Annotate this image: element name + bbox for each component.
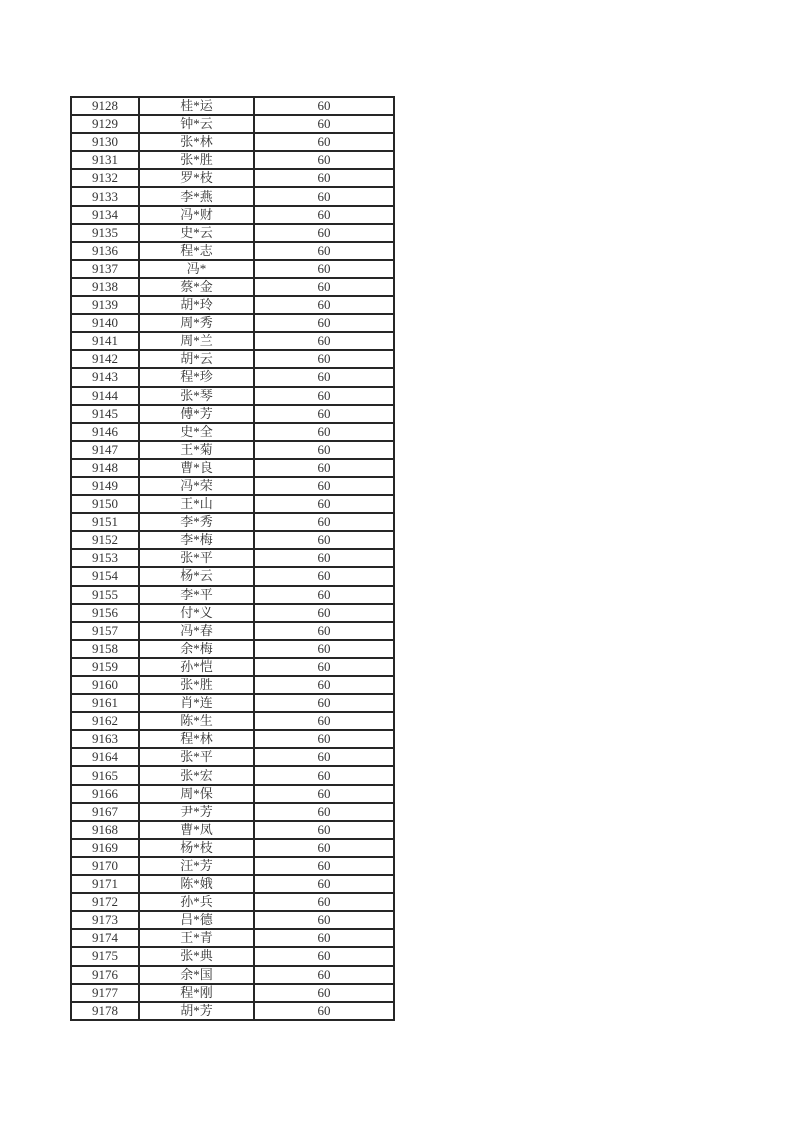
score-cell: 60 [254,911,394,929]
name-cell: 桂*运 [139,97,254,115]
score-cell: 60 [254,97,394,115]
name-cell: 曹*良 [139,459,254,477]
table-row [71,929,394,947]
name-cell: 史*全 [139,423,254,441]
id-cell: 9158 [71,640,139,658]
name-cell: 付*义 [139,604,254,622]
name-cell: 蔡*金 [139,278,254,296]
name-cell: 王*青 [139,929,254,947]
name-cell: 史*云 [139,224,254,242]
name-cell: 冯*春 [139,622,254,640]
score-cell: 60 [254,368,394,386]
id-cell: 9162 [71,712,139,730]
table-row [71,242,394,260]
table-row [71,368,394,386]
name-cell: 程*珍 [139,368,254,386]
id-cell: 9128 [71,97,139,115]
id-cell: 9163 [71,730,139,748]
id-cell: 9165 [71,766,139,784]
table-row [71,748,394,766]
table-row [71,966,394,984]
score-cell: 60 [254,296,394,314]
table-row [71,712,394,730]
score-cell: 60 [254,441,394,459]
table-row [71,875,394,893]
name-cell: 张*胜 [139,151,254,169]
name-cell: 冯*荣 [139,477,254,495]
name-cell: 周*秀 [139,314,254,332]
name-cell: 胡*玲 [139,296,254,314]
id-cell: 9178 [71,1002,139,1020]
id-cell: 9169 [71,839,139,857]
table-row [71,513,394,531]
score-cell: 60 [254,242,394,260]
score-cell: 60 [254,260,394,278]
table-row [71,676,394,694]
id-cell: 9168 [71,821,139,839]
name-cell: 张*琴 [139,387,254,405]
score-cell: 60 [254,929,394,947]
score-cell: 60 [254,459,394,477]
table-row [71,893,394,911]
score-cell: 60 [254,604,394,622]
score-cell: 60 [254,278,394,296]
table-row [71,658,394,676]
table-row [71,567,394,585]
id-cell: 9130 [71,133,139,151]
name-cell: 周*兰 [139,332,254,350]
score-cell: 60 [254,857,394,875]
name-cell: 李*燕 [139,187,254,205]
name-cell: 张*平 [139,549,254,567]
id-cell: 9148 [71,459,139,477]
name-cell: 吕*德 [139,911,254,929]
id-cell: 9173 [71,911,139,929]
table-row [71,947,394,965]
table-row [71,586,394,604]
id-cell: 9160 [71,676,139,694]
name-cell: 杨*云 [139,567,254,585]
table-row [71,495,394,513]
score-cell: 60 [254,1002,394,1020]
id-cell: 9139 [71,296,139,314]
table-row [71,549,394,567]
name-cell: 肖*连 [139,694,254,712]
id-cell: 9155 [71,586,139,604]
score-cell: 60 [254,531,394,549]
id-cell: 9132 [71,169,139,187]
name-cell: 钟*云 [139,115,254,133]
name-cell: 张*平 [139,748,254,766]
score-cell: 60 [254,350,394,368]
table-row [71,477,394,495]
score-cell: 60 [254,169,394,187]
id-cell: 9177 [71,984,139,1002]
name-cell: 程*志 [139,242,254,260]
scores-table [70,96,395,1021]
name-cell: 冯*财 [139,206,254,224]
score-cell: 60 [254,586,394,604]
name-cell: 傅*芳 [139,405,254,423]
id-cell: 9152 [71,531,139,549]
table-row [71,531,394,549]
score-cell: 60 [254,893,394,911]
score-cell: 60 [254,984,394,1002]
id-cell: 9135 [71,224,139,242]
table-row [71,730,394,748]
table-row [71,151,394,169]
table-row [71,133,394,151]
table-row [71,694,394,712]
table-row [71,115,394,133]
table-row [71,314,394,332]
table-row [71,1002,394,1020]
name-cell: 周*保 [139,785,254,803]
table-row [71,405,394,423]
name-cell: 程*林 [139,730,254,748]
score-cell: 60 [254,549,394,567]
id-cell: 9175 [71,947,139,965]
name-cell: 张*宏 [139,766,254,784]
score-cell: 60 [254,477,394,495]
id-cell: 9147 [71,441,139,459]
table-row [71,803,394,821]
score-cell: 60 [254,712,394,730]
table-row [71,260,394,278]
name-cell: 杨*枝 [139,839,254,857]
name-cell: 王*菊 [139,441,254,459]
id-cell: 9164 [71,748,139,766]
name-cell: 余*梅 [139,640,254,658]
name-cell: 曹*凤 [139,821,254,839]
name-cell: 张*胜 [139,676,254,694]
id-cell: 9129 [71,115,139,133]
id-cell: 9151 [71,513,139,531]
table-row [71,350,394,368]
id-cell: 9134 [71,206,139,224]
score-cell: 60 [254,513,394,531]
id-cell: 9131 [71,151,139,169]
score-cell: 60 [254,640,394,658]
table-row [71,169,394,187]
score-cell: 60 [254,658,394,676]
score-cell: 60 [254,387,394,405]
id-cell: 9137 [71,260,139,278]
score-cell: 60 [254,495,394,513]
score-cell: 60 [254,803,394,821]
id-cell: 9159 [71,658,139,676]
table-row [71,441,394,459]
id-cell: 9143 [71,368,139,386]
table-row [71,857,394,875]
table-row [71,604,394,622]
id-cell: 9176 [71,966,139,984]
score-cell: 60 [254,423,394,441]
score-cell: 60 [254,206,394,224]
table-row [71,296,394,314]
id-cell: 9172 [71,893,139,911]
table-row [71,984,394,1002]
name-cell: 罗*枝 [139,169,254,187]
score-cell: 60 [254,875,394,893]
id-cell: 9170 [71,857,139,875]
id-cell: 9146 [71,423,139,441]
name-cell: 陈*生 [139,712,254,730]
table-row [71,224,394,242]
id-cell: 9140 [71,314,139,332]
table-row [71,278,394,296]
score-cell: 60 [254,151,394,169]
table-row [71,839,394,857]
id-cell: 9154 [71,567,139,585]
score-cell: 60 [254,839,394,857]
score-cell: 60 [254,405,394,423]
id-cell: 9142 [71,350,139,368]
name-cell: 汪*芳 [139,857,254,875]
score-cell: 60 [254,766,394,784]
name-cell: 冯* [139,260,254,278]
score-cell: 60 [254,567,394,585]
score-cell: 60 [254,187,394,205]
name-cell: 尹*芳 [139,803,254,821]
name-cell: 胡*芳 [139,1002,254,1020]
table-row [71,206,394,224]
id-cell: 9157 [71,622,139,640]
score-cell: 60 [254,730,394,748]
score-cell: 60 [254,966,394,984]
score-cell: 60 [254,821,394,839]
score-cell: 60 [254,115,394,133]
table-row [71,97,394,115]
name-cell: 程*刚 [139,984,254,1002]
name-cell: 李*秀 [139,513,254,531]
table-row [71,459,394,477]
table-row [71,622,394,640]
table-row [71,423,394,441]
score-cell: 60 [254,694,394,712]
id-cell: 9153 [71,549,139,567]
id-cell: 9156 [71,604,139,622]
scores-table-body [71,97,394,1020]
table-row [71,911,394,929]
score-cell: 60 [254,622,394,640]
table-row [71,332,394,350]
id-cell: 9171 [71,875,139,893]
id-cell: 9167 [71,803,139,821]
score-cell: 60 [254,224,394,242]
score-cell: 60 [254,332,394,350]
name-cell: 胡*云 [139,350,254,368]
name-cell: 李*平 [139,586,254,604]
name-cell: 余*国 [139,966,254,984]
id-cell: 9150 [71,495,139,513]
name-cell: 陈*娥 [139,875,254,893]
id-cell: 9141 [71,332,139,350]
name-cell: 张*典 [139,947,254,965]
id-cell: 9138 [71,278,139,296]
name-cell: 张*林 [139,133,254,151]
id-cell: 9144 [71,387,139,405]
table-row [71,187,394,205]
id-cell: 9136 [71,242,139,260]
id-cell: 9145 [71,405,139,423]
name-cell: 孙*兵 [139,893,254,911]
id-cell: 9161 [71,694,139,712]
id-cell: 9166 [71,785,139,803]
score-cell: 60 [254,748,394,766]
id-cell: 9174 [71,929,139,947]
name-cell: 王*山 [139,495,254,513]
table-row [71,785,394,803]
name-cell: 李*梅 [139,531,254,549]
id-cell: 9133 [71,187,139,205]
score-cell: 60 [254,314,394,332]
score-cell: 60 [254,133,394,151]
name-cell: 孙*恺 [139,658,254,676]
table-row [71,387,394,405]
table-row [71,640,394,658]
score-cell: 60 [254,676,394,694]
score-cell: 60 [254,947,394,965]
table-row [71,766,394,784]
table-row [71,821,394,839]
score-cell: 60 [254,785,394,803]
id-cell: 9149 [71,477,139,495]
